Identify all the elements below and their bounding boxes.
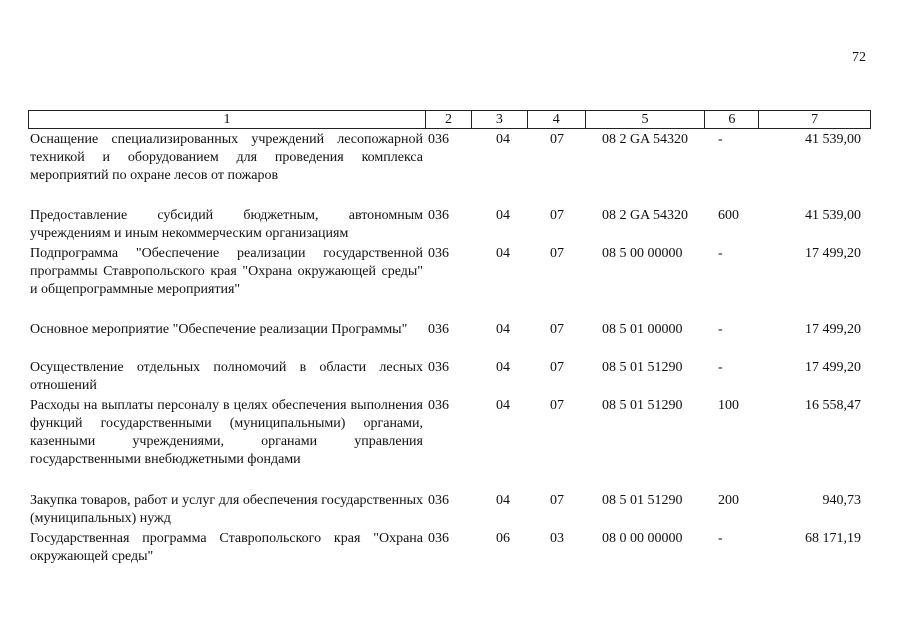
- row-name: Предоставление субсидий бюджетным, автономным учреждениям и иным некоммерческим организациям: [30, 208, 423, 241]
- cell-ministry: 036: [428, 208, 449, 223]
- cell-amount: 41 539,00: [805, 132, 861, 147]
- cell-subsection: 07: [550, 208, 564, 223]
- cell-subsection: 07: [550, 360, 564, 375]
- cell-section: 04: [496, 360, 510, 375]
- cell-section: 04: [496, 132, 510, 147]
- column-header-2: 2: [426, 111, 472, 128]
- column-header-3: 3: [472, 111, 528, 128]
- cell-amount: 940,73: [822, 493, 861, 508]
- cell-expense-type: 200: [718, 493, 739, 508]
- cell-expense-type: -: [718, 132, 723, 147]
- page-number: 72: [852, 50, 866, 65]
- column-header-1: 1: [29, 111, 426, 128]
- column-header-5: 5: [586, 111, 706, 128]
- row-name: Подпрограмма "Обеспечение реализации государственной программы Ставропольского края "Охрана окружающей среды" и общепрограммные мероприятия": [30, 246, 423, 297]
- cell-subsection: 07: [550, 398, 564, 413]
- column-header-6: 6: [705, 111, 759, 128]
- cell-subsection: 07: [550, 132, 564, 147]
- row-name: Основное мероприятие "Обеспечение реализации Программы": [30, 322, 408, 337]
- row-name: Расходы на выплаты персоналу в целях обеспечения выполнения функций государственными (муниципальными) органами, казенными учреждениями, органами управления государственными внебюджетными фондами: [30, 398, 423, 467]
- cell-section: 04: [496, 322, 510, 337]
- cell-amount: 16 558,47: [805, 398, 861, 413]
- cell-ministry: 036: [428, 132, 449, 147]
- row-name: Осуществление отдельных полномочий в области лесных отношений: [30, 360, 423, 393]
- cell-amount: 41 539,00: [805, 208, 861, 223]
- table-header: [28, 110, 871, 129]
- cell-subsection: 03: [550, 531, 564, 546]
- cell-section: 04: [496, 398, 510, 413]
- cell-target-code: 08 2 GA 54320: [602, 208, 688, 223]
- cell-subsection: 07: [550, 246, 564, 261]
- cell-target-code: 08 2 GA 54320: [602, 132, 688, 147]
- cell-amount: 17 499,20: [805, 360, 861, 375]
- row-name: Закупка товаров, работ и услуг для обеспечения государственных (муниципальных) нужд: [30, 493, 423, 526]
- cell-expense-type: -: [718, 531, 723, 546]
- cell-target-code: 08 5 00 00000: [602, 246, 683, 261]
- cell-target-code: 08 5 01 51290: [602, 398, 683, 413]
- cell-expense-type: -: [718, 246, 723, 261]
- cell-ministry: 036: [428, 493, 449, 508]
- cell-expense-type: -: [718, 322, 723, 337]
- cell-ministry: 036: [428, 360, 449, 375]
- cell-expense-type: 600: [718, 208, 739, 223]
- cell-target-code: 08 5 01 00000: [602, 322, 683, 337]
- cell-section: 06: [496, 531, 510, 546]
- cell-expense-type: -: [718, 360, 723, 375]
- cell-ministry: 036: [428, 398, 449, 413]
- cell-amount: 68 171,19: [805, 531, 861, 546]
- cell-expense-type: 100: [718, 398, 739, 413]
- cell-target-code: 08 0 00 00000: [602, 531, 683, 546]
- row-name: Государственная программа Ставропольского края "Охрана окружающей среды": [30, 531, 423, 564]
- cell-amount: 17 499,20: [805, 322, 861, 337]
- row-name: Оснащение специализированных учреждений лесопожарной техникой и оборудованием для проведения комплекса мероприятий по охране лесов от пожаров: [30, 132, 423, 183]
- cell-section: 04: [496, 246, 510, 261]
- cell-subsection: 07: [550, 322, 564, 337]
- cell-subsection: 07: [550, 493, 564, 508]
- cell-ministry: 036: [428, 246, 449, 261]
- cell-ministry: 036: [428, 531, 449, 546]
- cell-target-code: 08 5 01 51290: [602, 493, 683, 508]
- column-header-4: 4: [528, 111, 586, 128]
- cell-ministry: 036: [428, 322, 449, 337]
- column-header-7: 7: [811, 112, 819, 127]
- cell-amount: 17 499,20: [805, 246, 861, 261]
- cell-section: 04: [496, 493, 510, 508]
- cell-target-code: 08 5 01 51290: [602, 360, 683, 375]
- cell-section: 04: [496, 208, 510, 223]
